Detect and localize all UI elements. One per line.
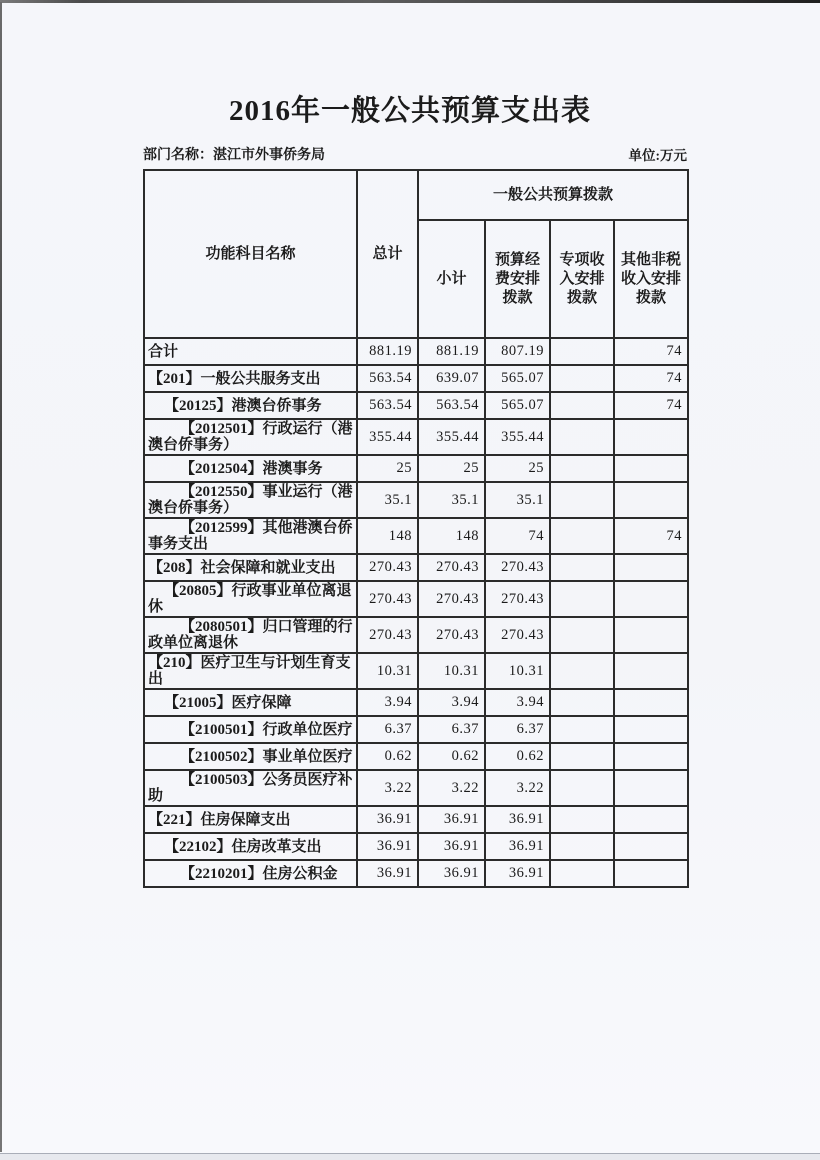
other-cell: 74 <box>614 392 688 419</box>
subject-cell: 【21005】医疗保障 <box>144 689 357 716</box>
table-row <box>144 653 688 689</box>
table-row <box>144 338 688 365</box>
subject-cell: 【2100502】事业单位医疗 <box>144 743 357 770</box>
subtotal-cell: 36.91 <box>418 833 485 860</box>
special-cell <box>550 581 614 617</box>
subtotal-cell: 3.94 <box>418 689 485 716</box>
subtotal-cell: 0.62 <box>418 743 485 770</box>
table-row <box>144 365 688 392</box>
special-cell <box>550 419 614 455</box>
total-cell: 270.43 <box>357 554 418 581</box>
subtotal-cell: 270.43 <box>418 617 485 653</box>
header-special-income: 专项收入安排拨款 <box>550 220 614 338</box>
special-cell <box>550 770 614 806</box>
total-cell: 563.54 <box>357 392 418 419</box>
subtotal-cell: 148 <box>418 518 485 554</box>
table-row <box>144 689 688 716</box>
special-cell <box>550 716 614 743</box>
other-cell <box>614 482 688 518</box>
subject-cell: 【210】医疗卫生与计划生育支出 <box>144 653 357 689</box>
special-cell <box>550 518 614 554</box>
special-cell <box>550 455 614 482</box>
total-cell: 3.94 <box>357 689 418 716</box>
budget-cell: 270.43 <box>485 581 550 617</box>
table-row <box>144 554 688 581</box>
special-cell <box>550 860 614 887</box>
meta-row <box>143 144 687 164</box>
budget-cell: 35.1 <box>485 482 550 518</box>
special-cell <box>550 833 614 860</box>
total-cell: 35.1 <box>357 482 418 518</box>
other-cell <box>614 419 688 455</box>
budget-cell: 25 <box>485 455 550 482</box>
table-row <box>144 518 688 554</box>
subject-cell: 【20125】港澳台侨事务 <box>144 392 357 419</box>
budget-table <box>143 169 689 888</box>
other-cell <box>614 770 688 806</box>
total-cell: 270.43 <box>357 581 418 617</box>
other-cell: 74 <box>614 365 688 392</box>
subject-cell: 【20805】行政事业单位离退休 <box>144 581 357 617</box>
subject-cell: 【2012504】港澳事务 <box>144 455 357 482</box>
other-cell: 74 <box>614 518 688 554</box>
table-row <box>144 743 688 770</box>
subject-cell: 【2210201】住房公积金 <box>144 860 357 887</box>
special-cell <box>550 653 614 689</box>
total-cell: 10.31 <box>357 653 418 689</box>
special-cell <box>550 554 614 581</box>
subtotal-cell: 3.22 <box>418 770 485 806</box>
subtotal-cell: 355.44 <box>418 419 485 455</box>
other-cell <box>614 806 688 833</box>
other-cell <box>614 716 688 743</box>
budget-cell: 565.07 <box>485 365 550 392</box>
special-cell <box>550 482 614 518</box>
header-other-nontax: 其他非税收入安排拨款 <box>614 220 688 338</box>
budget-cell: 74 <box>485 518 550 554</box>
special-cell <box>550 689 614 716</box>
other-cell <box>614 617 688 653</box>
department-name: 部门名称：湛江市外事侨务局 <box>143 148 325 163</box>
header-group-appropriation: 一般公共预算拨款 <box>418 170 688 220</box>
budget-cell: 3.94 <box>485 689 550 716</box>
subtotal-cell: 563.54 <box>418 392 485 419</box>
budget-cell: 6.37 <box>485 716 550 743</box>
subject-cell: 【2100501】行政单位医疗 <box>144 716 357 743</box>
total-cell: 270.43 <box>357 617 418 653</box>
budget-cell: 36.91 <box>485 833 550 860</box>
header-subtotal: 小计 <box>418 220 485 338</box>
budget-cell: 36.91 <box>485 806 550 833</box>
subject-cell: 合计 <box>144 338 357 365</box>
subject-cell: 【221】住房保障支出 <box>144 806 357 833</box>
budget-cell: 3.22 <box>485 770 550 806</box>
subtotal-cell: 6.37 <box>418 716 485 743</box>
other-cell <box>614 689 688 716</box>
special-cell <box>550 365 614 392</box>
subtotal-cell: 639.07 <box>418 365 485 392</box>
table-row <box>144 419 688 455</box>
total-cell: 563.54 <box>357 365 418 392</box>
subject-cell: 【2100503】公务员医疗补助 <box>144 770 357 806</box>
budget-cell: 36.91 <box>485 860 550 887</box>
other-cell <box>614 743 688 770</box>
header-subject: 功能科目名称 <box>144 170 357 338</box>
subject-cell: 【2012599】其他港澳台侨事务支出 <box>144 518 357 554</box>
budget-cell: 355.44 <box>485 419 550 455</box>
table-row <box>144 455 688 482</box>
unit-label: 单位:万元 <box>628 148 687 163</box>
table-row <box>144 716 688 743</box>
special-cell <box>550 743 614 770</box>
total-cell: 36.91 <box>357 806 418 833</box>
subject-cell: 【2080501】归口管理的行政单位离退休 <box>144 617 357 653</box>
other-cell <box>614 860 688 887</box>
subtotal-cell: 881.19 <box>418 338 485 365</box>
subtotal-cell: 25 <box>418 455 485 482</box>
table-row <box>144 860 688 887</box>
total-cell: 0.62 <box>357 743 418 770</box>
subtotal-cell: 35.1 <box>418 482 485 518</box>
subject-cell: 【2012501】行政运行（港澳台侨事务） <box>144 419 357 455</box>
subject-cell: 【201】一般公共服务支出 <box>144 365 357 392</box>
total-cell: 355.44 <box>357 419 418 455</box>
table-row <box>144 617 688 653</box>
subtotal-cell: 36.91 <box>418 806 485 833</box>
other-cell <box>614 554 688 581</box>
subject-cell: 【208】社会保障和就业支出 <box>144 554 357 581</box>
table-row <box>144 806 688 833</box>
header-total: 总计 <box>357 170 418 338</box>
total-cell: 3.22 <box>357 770 418 806</box>
total-cell: 6.37 <box>357 716 418 743</box>
other-cell <box>614 581 688 617</box>
budget-cell: 270.43 <box>485 617 550 653</box>
special-cell <box>550 338 614 365</box>
table-row <box>144 482 688 518</box>
subtotal-cell: 270.43 <box>418 581 485 617</box>
total-cell: 25 <box>357 455 418 482</box>
budget-cell: 565.07 <box>485 392 550 419</box>
header-budget-funds: 预算经费安排拨款 <box>485 220 550 338</box>
table-body <box>144 338 688 887</box>
special-cell <box>550 806 614 833</box>
total-cell: 36.91 <box>357 833 418 860</box>
table-row <box>144 581 688 617</box>
total-cell: 148 <box>357 518 418 554</box>
other-cell <box>614 833 688 860</box>
other-cell <box>614 653 688 689</box>
table-header <box>144 170 688 338</box>
special-cell <box>550 617 614 653</box>
page-title: 2016年一般公共预算支出表 <box>228 95 591 127</box>
table-row <box>144 392 688 419</box>
special-cell <box>550 392 614 419</box>
budget-cell: 807.19 <box>485 338 550 365</box>
total-cell: 36.91 <box>357 860 418 887</box>
subtotal-cell: 270.43 <box>418 554 485 581</box>
table-row <box>144 770 688 806</box>
other-cell <box>614 455 688 482</box>
budget-cell: 10.31 <box>485 653 550 689</box>
subtotal-cell: 10.31 <box>418 653 485 689</box>
subject-cell: 【22102】住房改革支出 <box>144 833 357 860</box>
other-cell: 74 <box>614 338 688 365</box>
budget-cell: 270.43 <box>485 554 550 581</box>
budget-cell: 0.62 <box>485 743 550 770</box>
subtotal-cell: 36.91 <box>418 860 485 887</box>
subject-cell: 【2012550】事业运行（港澳台侨事务） <box>144 482 357 518</box>
table-row <box>144 833 688 860</box>
total-cell: 881.19 <box>357 338 418 365</box>
